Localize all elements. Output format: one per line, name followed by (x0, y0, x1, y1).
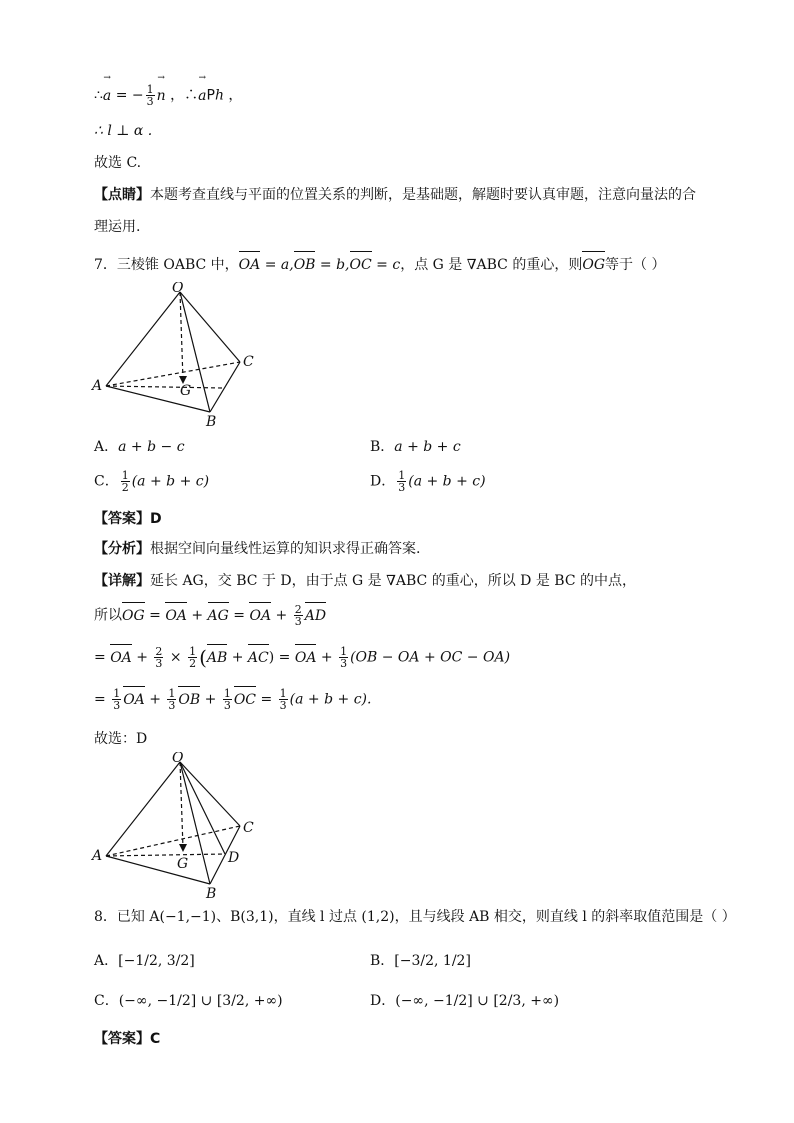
median-AD (106, 854, 225, 856)
vector-OG: OG (122, 605, 145, 627)
option-label: A． (94, 953, 119, 969)
label-G: G (180, 383, 192, 399)
vector-OA: OA (165, 605, 187, 627)
plus: + (186, 607, 208, 624)
q7-stem (94, 254, 665, 276)
solution-choice: 故选 C. (94, 155, 142, 171)
equation-line-2 (94, 646, 510, 669)
frac-num: 1 (189, 645, 197, 658)
solution-line-2: ∴ l ⊥ α . (94, 123, 153, 139)
q8-stem (94, 906, 736, 928)
frac-den: 2 (121, 481, 129, 494)
eq-sign: = (144, 607, 166, 624)
note-text-1: 本题考查直线与平面的位置关系的判断，是基础题，解题时要认真审题，注意向量法的合 (150, 187, 696, 203)
label-O: O (172, 752, 184, 766)
q8-option-b[interactable] (370, 950, 471, 972)
vector-a-2: → a (198, 85, 206, 107)
frac-num: 1 (168, 687, 176, 700)
eq-a: = a, (260, 257, 294, 273)
plus: + (227, 649, 248, 666)
eq-tail: (OB − OA + OC − OA) (350, 649, 511, 666)
edge-OA (106, 292, 180, 386)
option-text: (−∞, −1/2] ∪ [3/2, +∞) (118, 993, 283, 1009)
frac-num: 1 (398, 469, 406, 482)
q7-analysis (94, 538, 420, 560)
q8-option-d[interactable] (370, 990, 559, 1012)
label-B: B (206, 414, 217, 430)
vector-a: → a (103, 85, 111, 107)
vector-AB: AB (207, 647, 227, 669)
label-G: G (177, 856, 189, 872)
detail-label: 【详解】 (94, 573, 150, 589)
vector-OG-line (180, 762, 183, 848)
vector-OA: OA (123, 689, 145, 711)
frac-num: 2 (155, 645, 163, 658)
frac-den: 3 (146, 95, 154, 108)
frac-num: 1 (279, 687, 287, 700)
q7-stem-a: 三棱锥 OABC 中， (116, 257, 239, 273)
q8-number: 8． (94, 909, 117, 925)
label-A: A (92, 378, 103, 394)
note-label: 【点睛】 (94, 187, 150, 203)
label-B: B (206, 886, 217, 900)
paren-open: ( (199, 645, 207, 670)
q7-option-b[interactable] (370, 436, 461, 458)
frac-num: 2 (294, 603, 302, 616)
fraction-third (397, 470, 406, 493)
q7-detail (94, 570, 636, 592)
option-text: a + b − c (118, 439, 185, 455)
plus: + (131, 649, 153, 666)
plus: + (144, 691, 166, 708)
fraction-one-third (167, 688, 176, 711)
vector-AC: AC (248, 647, 269, 669)
equation-line-3 (94, 688, 371, 711)
vector-OG-line (180, 292, 183, 380)
q8-stem-text: 已知 A(−1,−1)、B(3,1)，直线 l 过点 (1,2)，且与线段 AB 相交，则直线 l 的斜率取值范围是（ ） (116, 909, 736, 925)
eq-sign: = (228, 607, 250, 624)
frac-den: 3 (279, 699, 287, 712)
option-text: [−1/2, 3/2] (118, 953, 195, 969)
edge-BC (210, 362, 240, 412)
therefore-mid: ，∴ (165, 87, 199, 104)
vector-OB: OB (294, 254, 316, 276)
fraction-two-thirds (154, 646, 163, 669)
label-O: O (172, 282, 184, 296)
frac-den: 3 (155, 657, 163, 670)
vector-OC: OC (350, 254, 372, 276)
label-D: D (228, 850, 240, 866)
answer-label: 【答案】C (94, 1031, 161, 1047)
frac-den: 3 (223, 699, 231, 712)
vector-OA: OA (295, 647, 317, 669)
eq-sign: = (256, 691, 277, 708)
option-label: D． (370, 473, 396, 490)
frac-den: 2 (189, 657, 197, 670)
option-text: a + b + c (394, 439, 461, 455)
eq-tail: (a + b + c). (289, 691, 372, 708)
vector-OC: OC (234, 689, 256, 711)
fraction-one-third (223, 688, 232, 711)
paren-close-eq: ) = (268, 649, 295, 666)
q7-stem-b: ，点 G 是 ∇ABC 的重心，则 (400, 257, 583, 273)
frac-den: 3 (294, 615, 302, 628)
note-line-1 (94, 184, 696, 206)
frac-num: 1 (146, 83, 154, 96)
answer-label: 【答案】D (94, 511, 162, 527)
frac-num: 1 (340, 645, 348, 658)
option-text: (−∞, −1/2] ∪ [2/3, +∞) (395, 993, 560, 1009)
eq-sign: = (94, 649, 111, 666)
q7-option-c[interactable] (94, 470, 209, 493)
q7-option-a[interactable] (94, 436, 185, 458)
option-label: C． (94, 473, 119, 490)
option-label: A． (94, 439, 119, 455)
vector-OA: OA (249, 605, 271, 627)
note-line-2: 理运用. (94, 219, 141, 235)
vector-AD: AD (305, 605, 326, 627)
eq-prefix: 所以 (94, 607, 122, 624)
equation-line-1 (94, 604, 326, 627)
vector-OB: OB (178, 689, 200, 711)
edge-OC (180, 762, 240, 826)
option-text: (a + b + c) (131, 473, 210, 490)
parallel-symbol: P (206, 87, 215, 104)
frac-den: 3 (340, 657, 348, 670)
plus: + (271, 607, 292, 624)
fraction-one-third (146, 84, 155, 107)
analysis-text: 根据空间向量线性运算的知识求得正确答案. (150, 541, 421, 557)
edge-AB (106, 856, 210, 884)
fraction-half (188, 646, 197, 669)
edge-AB (106, 386, 210, 412)
label-C: C (243, 820, 254, 836)
option-text: [−3/2, 1/2] (394, 953, 471, 969)
option-label: C． (94, 993, 119, 1009)
frac-den: 3 (398, 481, 406, 494)
arrow-head-G (179, 844, 187, 852)
fraction-half (121, 470, 130, 493)
q8-option-a[interactable] (94, 950, 195, 972)
vector-OA: OA (110, 647, 132, 669)
option-label: D． (370, 993, 396, 1009)
option-text: (a + b + c) (408, 473, 486, 490)
frac-num: 1 (121, 469, 129, 482)
plus: + (200, 691, 221, 708)
edge-OD (180, 762, 225, 854)
times: × (165, 649, 187, 666)
frac-num: 1 (223, 687, 231, 700)
q7-tetrahedron-figure (88, 282, 278, 430)
analysis-label: 【分析】 (94, 541, 150, 557)
equals-minus: = − (111, 87, 144, 104)
q7-stem-c: 等于（ ） (605, 257, 666, 273)
fraction-two-thirds (294, 604, 303, 627)
option-label: B． (370, 439, 395, 455)
q7-option-d[interactable] (370, 470, 486, 493)
label-C: C (243, 354, 254, 370)
q7-solution-figure (88, 752, 278, 900)
vector-OG: OG (582, 254, 605, 276)
frac-num: 1 (113, 687, 121, 700)
vector-n: → n (157, 85, 166, 107)
q7-answer (94, 508, 162, 530)
q8-option-c[interactable] (94, 990, 283, 1012)
frac-den: 3 (113, 699, 121, 712)
fraction-one-third (279, 688, 288, 711)
detail-text: 延长 AG，交 BC 于 D，由于点 G 是 ∇ABC 的重心，所以 D 是 BC 的中点， (150, 573, 636, 589)
fraction-one-third (112, 688, 121, 711)
edge-AC-hidden (106, 362, 240, 386)
vector-OA: OA (239, 254, 261, 276)
plus: + (316, 649, 338, 666)
eq-sign: = (94, 691, 111, 708)
eq-c: = c (371, 257, 401, 273)
fraction-one-third (339, 646, 348, 669)
q7-choice: 故选：D (94, 731, 148, 747)
therefore-symbol: ∴ (94, 87, 103, 104)
q8-answer (94, 1028, 160, 1050)
vector-h: h (214, 87, 224, 104)
q7-number: 7． (94, 257, 117, 273)
comma: ， (223, 87, 243, 104)
option-label: B． (370, 953, 395, 969)
solution-line-1 (94, 84, 242, 107)
eq-b: = b, (315, 257, 350, 273)
vector-AG: AG (208, 605, 229, 627)
median-AG (106, 386, 223, 388)
label-A: A (92, 848, 103, 864)
frac-den: 3 (168, 699, 176, 712)
